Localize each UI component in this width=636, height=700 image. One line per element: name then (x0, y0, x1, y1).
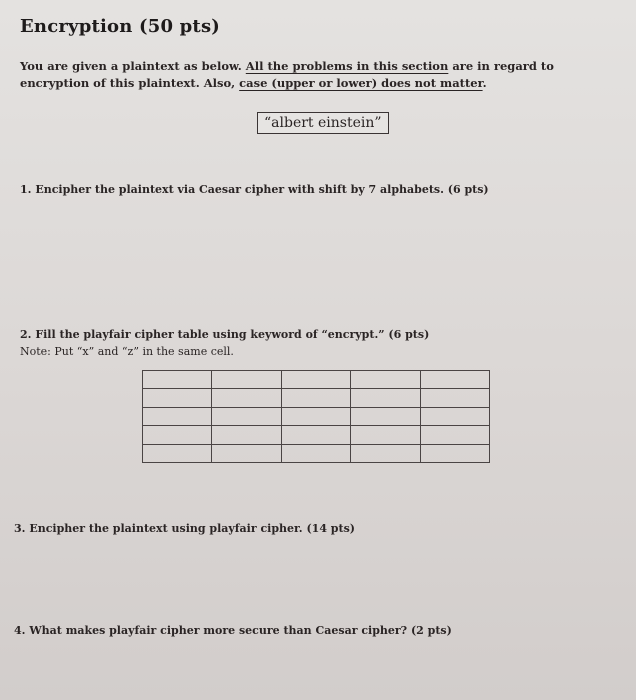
question-2: 2. Fill the playfair cipher table using keyword of “encrypt.” (6 pts) (20, 328, 430, 341)
table-cell[interactable] (281, 444, 350, 462)
table-cell[interactable] (143, 444, 212, 462)
table-cell[interactable] (351, 444, 420, 462)
table-cell[interactable] (281, 371, 350, 389)
table-row (143, 389, 490, 407)
table-cell[interactable] (212, 444, 281, 462)
question-4: 4. What makes playfair cipher more secure than Caesar cipher? (2 pts) (14, 624, 452, 637)
table-row (143, 371, 490, 389)
table-cell[interactable] (143, 389, 212, 407)
table-cell[interactable] (351, 426, 420, 444)
table-cell[interactable] (351, 389, 420, 407)
table-cell[interactable] (420, 444, 489, 462)
intro-text-1: You are given a plaintext as below. (20, 59, 246, 73)
intro-text-2: are in regard to encryption of this plaintext. Also, (20, 59, 554, 90)
table-row (143, 426, 490, 444)
table-cell[interactable] (143, 371, 212, 389)
intro-underlined-1: All the problems in this section (245, 59, 449, 73)
intro-underlined-2: case (upper or lower) does not matter (239, 76, 483, 90)
table-cell[interactable] (351, 371, 420, 389)
table-cell[interactable] (143, 407, 212, 425)
table-cell[interactable] (420, 371, 489, 389)
plaintext-box: “albert einstein” (257, 112, 389, 134)
table-cell[interactable] (281, 407, 350, 425)
table-cell[interactable] (212, 371, 281, 389)
table-cell[interactable] (420, 407, 489, 425)
table-cell[interactable] (351, 407, 420, 425)
table-cell[interactable] (212, 389, 281, 407)
table-cell[interactable] (420, 389, 489, 407)
table-cell[interactable] (212, 426, 281, 444)
question-2-note: Note: Put “x” and “z” in the same cell. (20, 345, 234, 358)
table-cell[interactable] (420, 426, 489, 444)
question-3: 3. Encipher the plaintext using playfair cipher. (14 pts) (14, 522, 355, 535)
section-title: Encryption (50 pts) (20, 16, 220, 37)
question-1: 1. Encipher the plaintext via Caesar cipher with shift by 7 alphabets. (6 pts) (20, 183, 489, 196)
table-row (143, 407, 490, 425)
table-cell[interactable] (281, 389, 350, 407)
table-cell[interactable] (143, 426, 212, 444)
table-cell[interactable] (212, 407, 281, 425)
intro-paragraph (20, 58, 620, 92)
table-cell[interactable] (281, 426, 350, 444)
intro-text-3: . (482, 76, 487, 90)
playfair-table (142, 370, 490, 463)
table-row (143, 444, 490, 462)
